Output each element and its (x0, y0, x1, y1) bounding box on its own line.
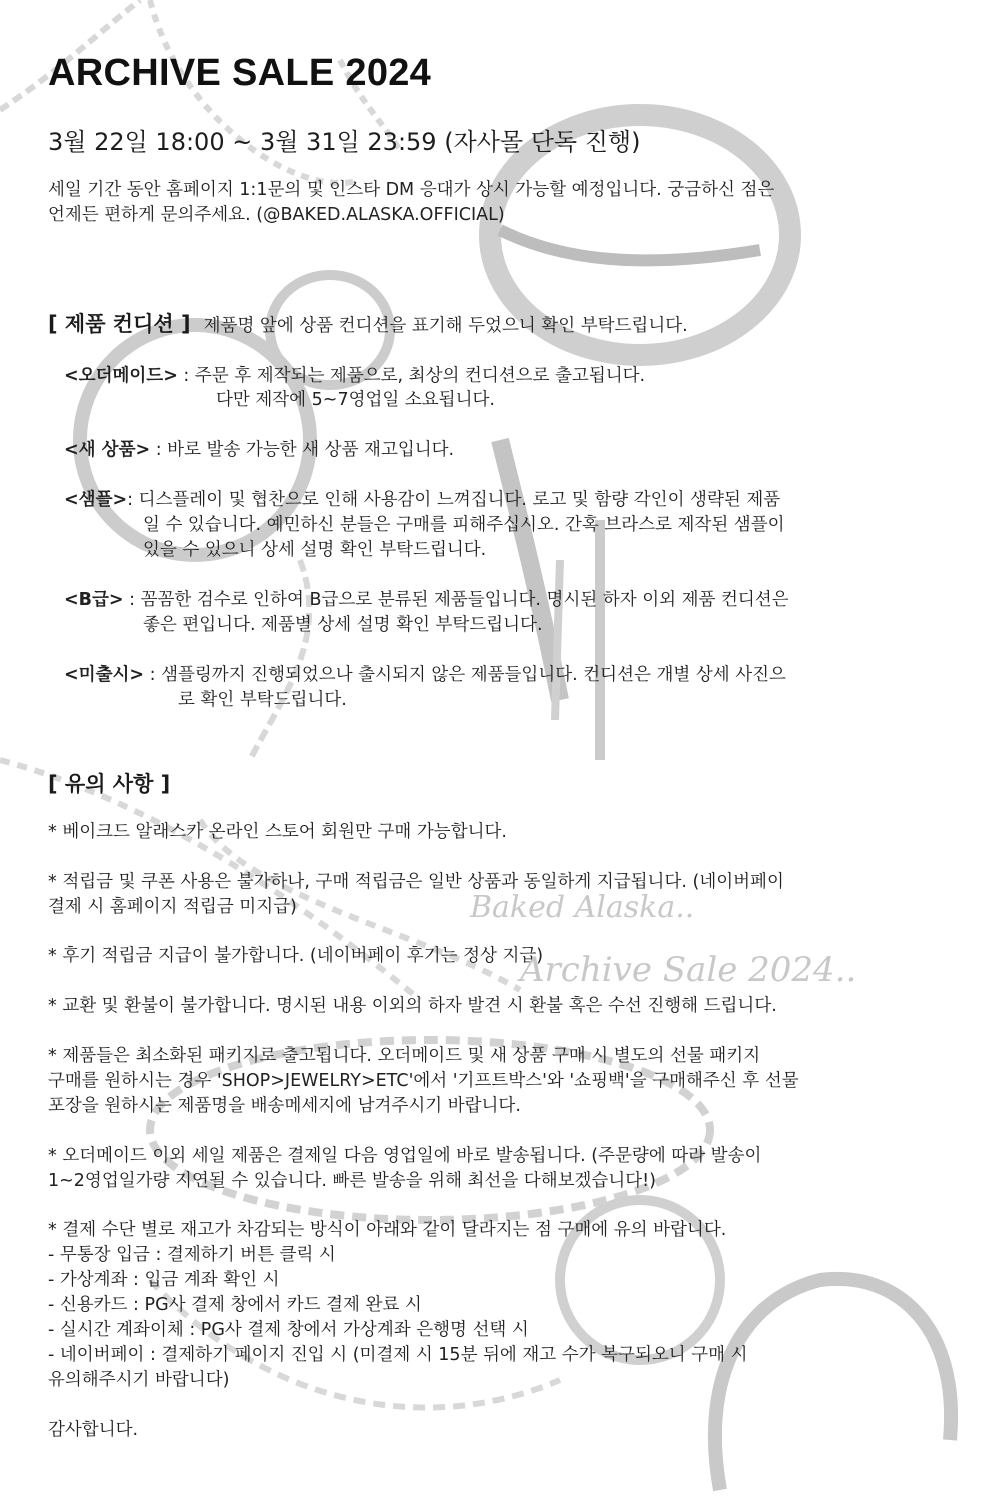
background-signature-line: Baked Alaska.. (470, 890, 695, 925)
condition-sep: : (144, 665, 162, 685)
notice-line: * 후기 적립금 지급이 불가합니다. (네이버페이 후기는 정상 지급) (48, 946, 544, 966)
condition-desc-line: 샘플링까지 진행되었으나 출시되지 않은 제품들입니다. 컨디션은 개별 상세 사진으 (161, 665, 786, 685)
condition-tag: <새 상품> (64, 440, 151, 460)
intro-line-2: 언제든 편하게 문의주세요. (@BAKED.ALASKA.OFFICIAL) (48, 205, 505, 225)
condition-desc-line: 로 확인 부탁드립니다. (178, 690, 347, 710)
condition-desc-line: 다만 제작에 5~7영업일 소요됩니다. (216, 390, 495, 410)
condition-heading-desc: 제품명 앞에 상품 컨디션을 표기해 두었으니 확인 부탁드립니다. (203, 316, 688, 336)
condition-item-new (64, 438, 454, 463)
condition-tag: <B급> (64, 590, 124, 610)
notice-line: * 제품들은 최소화된 패키지로 출고됩니다. 오더메이드 및 새 상품 구매 시 별도의 선물 패키지 (48, 1046, 761, 1066)
notice-line: 1~2영업일가량 지연될 수 있습니다. 빠른 발송을 위해 최선을 다해보겠습니다!) (48, 1171, 656, 1191)
condition-sep: : (123, 590, 141, 610)
condition-item-sample (64, 488, 780, 513)
notice-line: * 오더메이드 이외 세일 제품은 결제일 다음 영업일에 바로 발송됩니다. (주문량에 따라 발송이 (48, 1146, 762, 1166)
notice-line: * 베이크드 알래스카 온라인 스토어 회원만 구매 가능합니다. (48, 822, 507, 842)
notice-line: 결제 시 홈페이지 적립금 미지급) (48, 897, 297, 917)
intro-line-1: 세일 기간 동안 홈페이지 1:1문의 및 인스타 DM 응대가 상시 가능할 예정입니다. 궁금하신 점은 (48, 180, 775, 200)
condition-desc-line: 꼼꼼한 검수로 인하여 B급으로 분류된 제품들입니다. 명시된 하자 이외 제품 컨디션은 (140, 590, 789, 610)
condition-desc-line: 있을 수 있으니 상세 설명 확인 부탁드립니다. (143, 540, 487, 560)
payment-method-line: - 무통장 입금 : 결제하기 버튼 클릭 시 (48, 1245, 336, 1265)
payment-method-line: 유의해주시기 바랍니다) (48, 1370, 230, 1390)
closing-text: 감사합니다. (48, 1420, 139, 1440)
payment-method-line: - 네이버페이 : 결제하기 페이지 진입 시 (미결제 시 15분 뒤에 재고 수가 복구되오니 구매 시 (48, 1345, 748, 1365)
notice-line: * 적립금 및 쿠폰 사용은 불가하나, 구매 적립금은 일반 상품과 동일하게 지급됩니다. (네이버페이 (48, 872, 784, 892)
condition-desc-line: 주문 후 제작되는 제품으로, 최상의 컨디션으로 출고됩니다. (194, 366, 646, 386)
page-title: ARCHIVE SALE 2024 (48, 52, 432, 94)
condition-item-b-grade (64, 588, 789, 613)
notice-heading: [ 유의 사항 ] (48, 772, 171, 796)
notice-line: * 결제 수단 별로 재고가 차감되는 방식이 아래와 같이 달라지는 점 구매에 유의 바랍니다. (48, 1220, 727, 1240)
notice-line: 포장을 원하시는 제품명을 배송메세지에 남겨주시기 바랍니다. (48, 1096, 521, 1116)
condition-tag: <오더메이드> (64, 366, 178, 386)
condition-heading-row (48, 308, 688, 339)
condition-heading: [ 제품 컨디션 ] (48, 312, 191, 336)
condition-item-unreleased (64, 663, 786, 688)
payment-method-line: - 신용카드 : PG사 결제 창에서 카드 결제 완료 시 (48, 1295, 422, 1315)
condition-desc-line: 디스플레이 및 협찬으로 인해 사용감이 느껴집니다. 로고 및 함량 각인이 생략된 제품 (138, 490, 781, 510)
condition-sep: : (127, 490, 139, 510)
notice-line: 구매를 원하시는 경우 'SHOP>JEWELRY>ETC'에서 '기프트박스'와 '쇼핑백'을 구매해주신 후 선물 (48, 1071, 799, 1091)
payment-method-line: - 실시간 계좌이체 : PG사 결제 창에서 가상계좌 은행명 선택 시 (48, 1320, 529, 1340)
notice-line: * 교환 및 환불이 불가합니다. 명시된 내용 이외의 하자 발견 시 환불 혹은 수선 진행해 드립니다. (48, 996, 777, 1016)
condition-desc-line: 일 수 있습니다. 예민하신 분들은 구매를 피해주십시오. 간혹 브라스로 제작된 샘플이 (143, 515, 785, 535)
condition-tag: <미출시> (64, 665, 145, 685)
payment-method-line: - 가상계좌 : 입금 계좌 확인 시 (48, 1270, 280, 1290)
condition-sep: : (150, 440, 168, 460)
condition-sep: : (177, 366, 195, 386)
background-signature-line: Archive Sale 2024.. (520, 950, 857, 990)
condition-item-ordermade (64, 364, 645, 389)
condition-desc-line: 바로 발송 가능한 새 상품 재고입니다. (167, 440, 455, 460)
condition-tag: <샘플> (64, 490, 128, 510)
condition-desc-line: 좋은 편입니다. 제품별 상세 설명 확인 부탁드립니다. (143, 615, 543, 635)
sale-period: 3월 22일 18:00 ~ 3월 31일 23:59 (자사몰 단독 진행) (48, 128, 641, 156)
